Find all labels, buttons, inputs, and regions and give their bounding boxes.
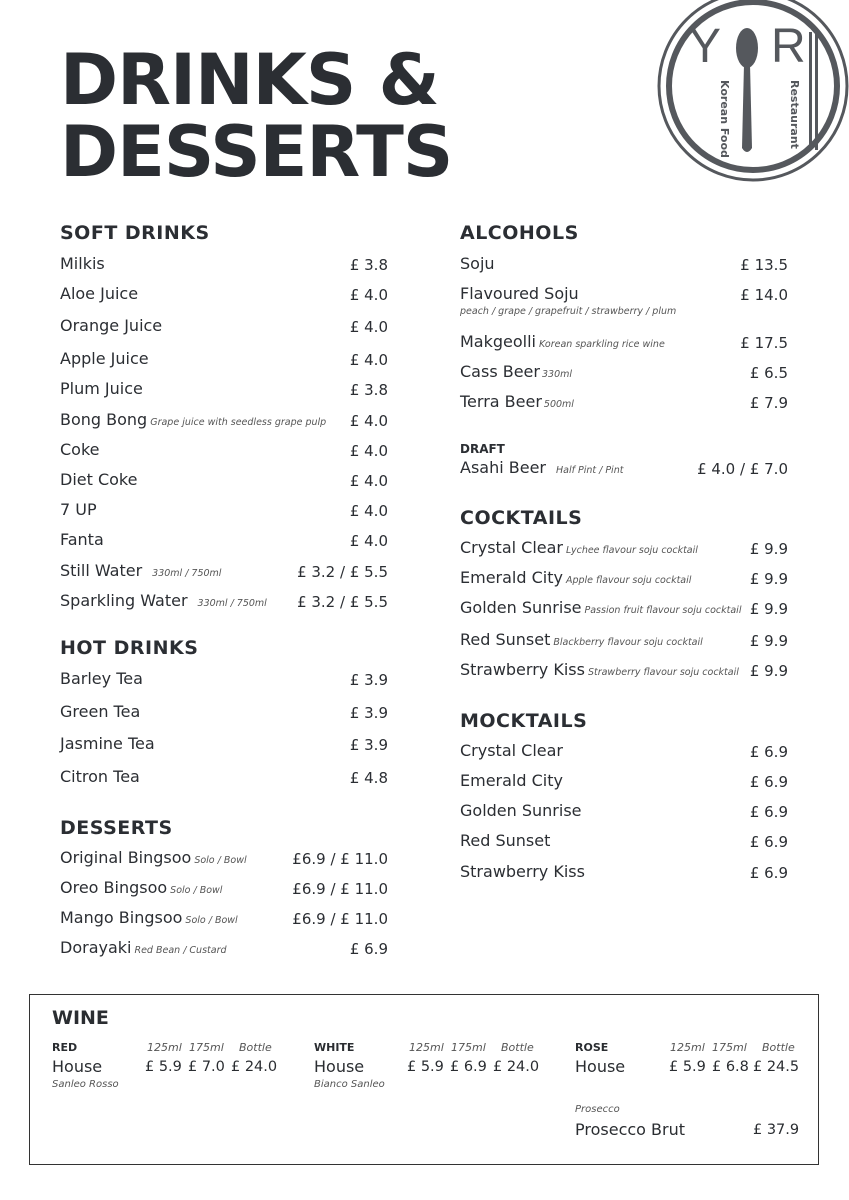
wine-red-name: House	[52, 1057, 103, 1076]
item-name-wrap	[460, 831, 550, 850]
item-desc: Red Bean / Custard	[134, 945, 227, 956]
wine-rose-size-125: 125ml	[670, 1041, 705, 1054]
item-name: Sparkling Water	[60, 591, 188, 610]
item-price: £ 6.9	[749, 743, 788, 761]
item-name: Dorayaki	[60, 938, 132, 957]
item-desc: Blackberry flavour soju cocktail	[553, 637, 703, 648]
item-price: £ 3.8	[349, 381, 388, 399]
item-desc: Solo / Bowl	[170, 885, 223, 896]
wine-prosecco-category: Prosecco	[575, 1104, 620, 1115]
wine-rose-price-175: £ 6.8	[712, 1059, 749, 1075]
menu-item	[60, 908, 388, 934]
wine-white-size-bottle: Bottle	[501, 1041, 534, 1054]
menu-item	[460, 332, 788, 358]
item-name-wrap	[460, 598, 741, 617]
mocktails-title: MOCKTAILS	[460, 710, 588, 732]
item-name: Flavoured Soju	[460, 284, 579, 303]
menu-item	[60, 848, 388, 874]
wine-red-category: RED	[52, 1041, 78, 1054]
item-price: £ 4.0	[349, 502, 388, 520]
item-name: Fanta	[60, 530, 104, 549]
item-price: £ 3.2 / £ 5.5	[297, 593, 388, 611]
logo-text-korean-food: Korean Food	[718, 80, 731, 158]
soft-drinks-title: SOFT DRINKS	[60, 222, 210, 244]
item-price: £ 6.9	[749, 803, 788, 821]
item-price: £ 4.0	[349, 318, 388, 336]
item-name: Crystal Clear	[460, 538, 564, 557]
item-name: Green Tea	[60, 702, 141, 721]
item-price: £ 4.0 / £ 7.0	[697, 460, 788, 478]
item-name-wrap	[460, 254, 495, 273]
item-name: Mango Bingsoo	[60, 908, 183, 927]
item-price: £ 9.9	[749, 540, 788, 558]
menu-item	[60, 669, 388, 695]
item-name: Apple Juice	[60, 349, 149, 368]
item-name: Oreo Bingsoo	[60, 878, 168, 897]
item-price: £ 3.9	[349, 704, 388, 722]
logo-text-restaurant: Restaurant	[788, 80, 801, 149]
item-name-wrap	[60, 316, 162, 335]
menu-item	[60, 379, 388, 405]
wine-prosecco-name: Prosecco Brut	[575, 1120, 685, 1139]
draft-title: DRAFT	[460, 442, 505, 456]
menu-item	[60, 500, 388, 526]
item-name-wrap	[60, 591, 267, 610]
item-name: Terra Beer	[460, 392, 542, 411]
item-name-wrap	[60, 767, 140, 786]
item-name-wrap	[460, 568, 691, 587]
item-price: £ 9.9	[749, 632, 788, 650]
item-price: £ 4.0	[349, 412, 388, 430]
item-price: £ 6.9	[749, 833, 788, 851]
item-price: £ 9.9	[749, 662, 788, 680]
page-title	[60, 39, 453, 193]
wine-red-price-125: £ 5.9	[145, 1059, 182, 1075]
title-line-2: DESSERTS	[60, 111, 453, 193]
item-name: Emerald City	[460, 568, 563, 587]
wine-white-category: WHITE	[314, 1041, 355, 1054]
item-name: Diet Coke	[60, 470, 138, 489]
menu-item	[60, 470, 388, 496]
item-name: Red Sunset	[460, 831, 551, 850]
item-desc: Solo / Bowl	[185, 915, 238, 926]
wine-title: WINE	[52, 1007, 109, 1029]
wine-white-price-125: £ 5.9	[407, 1059, 444, 1075]
item-desc: Apple flavour soju cocktail	[565, 575, 692, 586]
item-name-wrap	[60, 848, 247, 867]
wine-red-size-125: 125ml	[147, 1041, 182, 1054]
menu-item	[460, 630, 788, 656]
item-price: £ 3.2 / £ 5.5	[297, 563, 388, 581]
item-name-wrap	[60, 938, 227, 957]
item-name: Red Sunset	[460, 630, 551, 649]
menu-item	[460, 801, 788, 827]
item-name: Golden Sunrise	[460, 598, 582, 617]
wine-rose-price-bottle: £ 24.5	[753, 1059, 800, 1075]
item-name-wrap	[60, 530, 104, 549]
item-desc: Grape juice with seedless grape pulp	[150, 417, 327, 428]
menu-item	[460, 771, 788, 797]
item-name: Makgeolli	[460, 332, 536, 351]
item-price: £6.9 / £ 11.0	[292, 910, 388, 928]
item-desc: Korean sparkling rice wine	[539, 339, 665, 350]
wine-white-size-175: 175ml	[451, 1041, 486, 1054]
item-name: Golden Sunrise	[460, 801, 582, 820]
item-price: £ 14.0	[740, 286, 788, 304]
menu-item	[60, 938, 388, 964]
menu-item	[60, 349, 388, 375]
item-price: £ 4.8	[349, 769, 388, 787]
chopsticks-icon	[809, 32, 818, 150]
wine-red-sub: Sanleo Rosso	[52, 1079, 119, 1090]
item-price: £ 7.9	[749, 394, 788, 412]
menu-item	[60, 440, 388, 466]
menu-item	[460, 598, 788, 624]
wine-red-size-175: 175ml	[189, 1041, 224, 1054]
item-price: £ 4.0	[349, 472, 388, 490]
item-name-wrap	[60, 734, 155, 753]
wine-white-price-175: £ 6.9	[450, 1059, 487, 1075]
item-price: £ 6.9	[349, 940, 388, 958]
menu-item	[60, 767, 388, 793]
item-price: £ 4.0	[349, 442, 388, 460]
restaurant-logo	[655, 0, 849, 184]
item-price: £6.9 / £ 11.0	[292, 880, 388, 898]
wine-white-sub: Bianco Sanleo	[314, 1079, 385, 1090]
menu-item	[460, 362, 788, 388]
item-price: £ 3.8	[349, 256, 388, 274]
item-name-wrap	[60, 878, 222, 897]
item-name: 7 UP	[60, 500, 97, 519]
item-name-wrap	[460, 801, 582, 820]
item-name-wrap	[60, 410, 326, 429]
item-name-wrap	[460, 741, 563, 760]
item-desc: 330ml / 750ml	[152, 568, 222, 579]
item-price: £ 4.0	[349, 286, 388, 304]
logo-letter-r: R	[771, 20, 806, 73]
item-name-wrap	[460, 660, 739, 679]
wine-rose-category: ROSE	[575, 1041, 609, 1054]
item-name: Soju	[460, 254, 495, 273]
item-name-wrap	[60, 500, 97, 519]
item-name-wrap	[60, 379, 143, 398]
wine-prosecco-price: £ 37.9	[753, 1122, 800, 1138]
item-name-wrap	[60, 284, 138, 303]
menu-item	[60, 702, 388, 728]
menu-item	[460, 568, 788, 594]
cocktails-title: COCKTAILS	[460, 507, 583, 529]
item-name: Crystal Clear	[460, 741, 564, 760]
item-price: £ 4.0	[349, 532, 388, 550]
item-desc: Passion fruit flavour soju cocktail	[584, 605, 742, 616]
item-name: Plum Juice	[60, 379, 143, 398]
item-price: £ 6.9	[749, 773, 788, 791]
item-desc: 330ml / 750ml	[197, 598, 267, 609]
wine-rose-size-175: 175ml	[712, 1041, 747, 1054]
wine-red-price-bottle: £ 24.0	[231, 1059, 278, 1075]
item-name: Bong Bong	[60, 410, 148, 429]
menu-item	[60, 878, 388, 904]
item-name: Coke	[60, 440, 100, 459]
item-price: £ 9.9	[749, 570, 788, 588]
menu-item	[460, 392, 788, 418]
menu-item	[460, 831, 788, 857]
menu-item	[60, 254, 388, 280]
item-name: Original Bingsoo	[60, 848, 192, 867]
menu-item	[60, 316, 388, 342]
desserts-title: DESSERTS	[60, 817, 173, 839]
item-name-wrap	[460, 771, 563, 790]
wine-section	[29, 994, 819, 1165]
alcohols-title: ALCOHOLS	[460, 222, 579, 244]
wine-red-size-bottle: Bottle	[239, 1041, 272, 1054]
menu-item	[60, 530, 388, 556]
wine-rose-price-125: £ 5.9	[669, 1059, 706, 1075]
menu-item	[60, 561, 388, 587]
item-name: Strawberry Kiss	[460, 660, 585, 679]
item-name-wrap	[460, 284, 579, 303]
menu-item	[460, 254, 788, 280]
item-name-wrap	[460, 362, 572, 381]
item-name-wrap	[460, 630, 703, 649]
item-name-wrap	[60, 908, 238, 927]
item-name-wrap	[460, 862, 585, 881]
logo-letter-y: Y	[689, 20, 722, 73]
item-name-wrap	[60, 470, 137, 489]
item-price: £ 3.9	[349, 736, 388, 754]
menu-item	[460, 660, 788, 686]
item-price: £6.9 / £ 11.0	[292, 850, 388, 868]
menu-item-asahi-beer	[460, 458, 788, 484]
item-name-wrap	[60, 349, 149, 368]
item-sub-desc: peach / grape / grapefruit / strawberry / plum	[460, 306, 677, 317]
item-name-wrap	[460, 332, 665, 351]
wine-white-price-bottle: £ 24.0	[493, 1059, 540, 1075]
spoon-icon	[736, 28, 758, 152]
wine-white-name: House	[314, 1057, 365, 1076]
menu-item	[460, 538, 788, 564]
item-price: £ 6.9	[749, 864, 788, 882]
item-name: Citron Tea	[60, 767, 140, 786]
item-desc: 500ml	[543, 399, 574, 410]
item-price: £ 6.5	[749, 364, 788, 382]
menu-item	[460, 741, 788, 767]
item-name: Aloe Juice	[60, 284, 139, 303]
item-name-wrap	[60, 254, 105, 273]
item-desc: Lychee flavour soju cocktail	[566, 545, 698, 556]
item-name-wrap	[460, 458, 623, 477]
item-name: Emerald City	[460, 771, 563, 790]
item-price: £ 13.5	[740, 256, 788, 274]
item-name-wrap	[460, 392, 574, 411]
wine-rose-name: House	[575, 1057, 626, 1076]
item-name-wrap	[60, 561, 221, 580]
title-line-1: DRINKS &	[60, 39, 439, 121]
wine-rose-size-bottle: Bottle	[762, 1041, 795, 1054]
item-name: Orange Juice	[60, 316, 163, 335]
item-desc: Half Pint / Pint	[556, 465, 624, 476]
menu-item	[460, 862, 788, 888]
hot-drinks-title: HOT DRINKS	[60, 637, 199, 659]
item-name: Milkis	[60, 254, 105, 273]
menu-item	[60, 734, 388, 760]
wine-white-size-125: 125ml	[409, 1041, 444, 1054]
menu-item	[60, 410, 388, 436]
menu-item	[60, 591, 388, 617]
item-desc: Solo / Bowl	[194, 855, 247, 866]
item-name: Asahi Beer	[460, 458, 546, 477]
item-price: £ 9.9	[749, 600, 788, 618]
item-desc: 330ml	[541, 369, 573, 380]
item-name-wrap	[60, 440, 100, 459]
wine-red-price-175: £ 7.0	[188, 1059, 225, 1075]
menu-item	[460, 284, 788, 317]
item-name-wrap	[460, 538, 698, 557]
menu-item	[60, 284, 388, 310]
item-price: £ 4.0	[349, 351, 388, 369]
item-name: Cass Beer	[460, 362, 540, 381]
item-price: £ 3.9	[349, 671, 388, 689]
item-name: Barley Tea	[60, 669, 143, 688]
item-name: Strawberry Kiss	[460, 862, 585, 881]
item-name-wrap	[60, 669, 143, 688]
item-desc: Strawberry flavour soju cocktail	[587, 667, 739, 678]
item-name-wrap	[60, 702, 140, 721]
item-name: Jasmine Tea	[60, 734, 155, 753]
item-price: £ 17.5	[740, 334, 788, 352]
item-name: Still Water	[60, 561, 143, 580]
